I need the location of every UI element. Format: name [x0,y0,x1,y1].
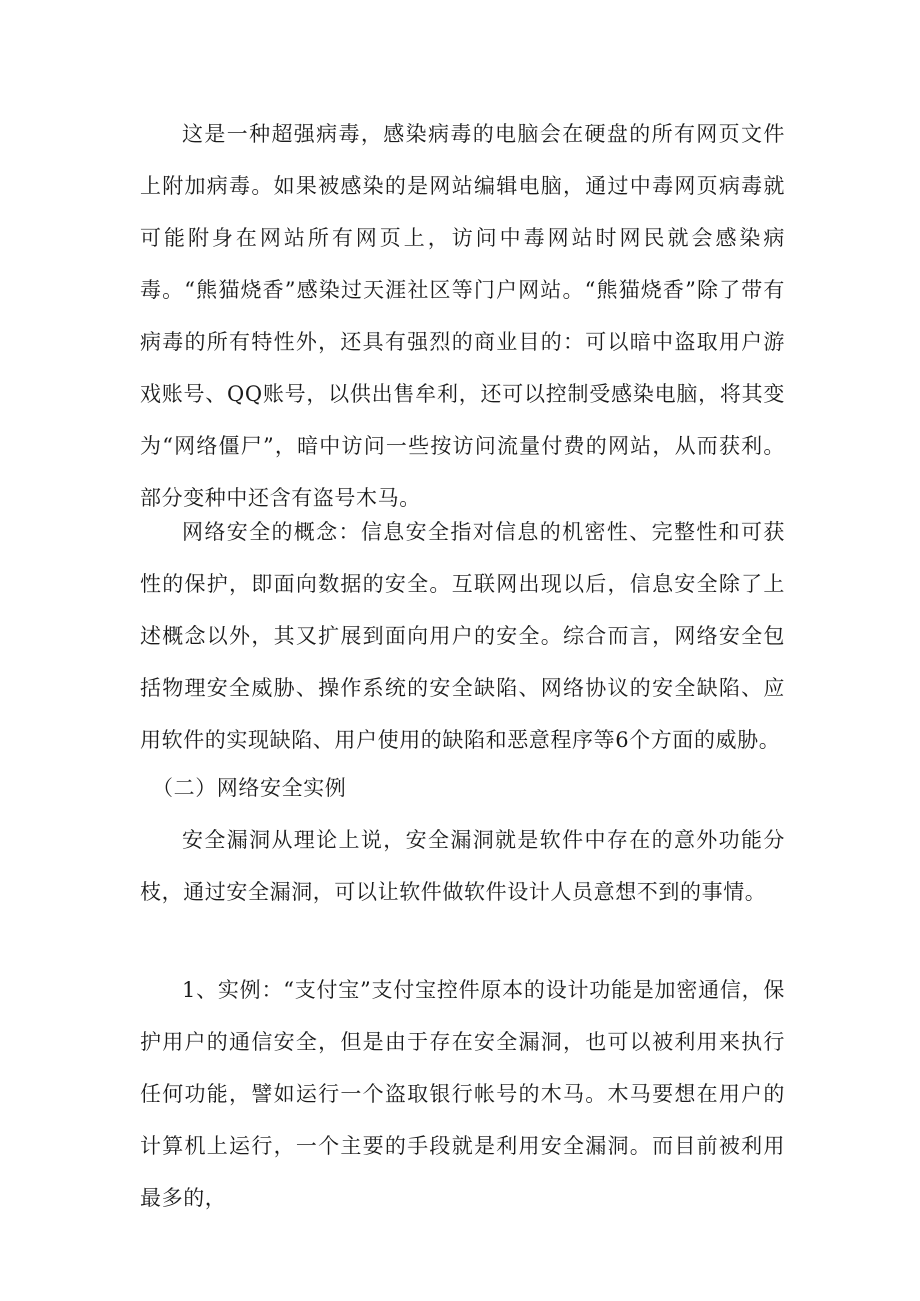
paragraph-alipay-example: 1、实例：“支付宝”支付宝控件原本的设计功能是加密通信，保护用户的通信安全，但是由于存在安全漏洞，也可以被利用来执行任何功能，譬如运行一个盗取银行帐号的木马。木马要想在用户的计算机上运行，一个主要的手段就是利用安全漏洞。而目前被利用最多的， [140,978,785,1210]
section-heading-security-examples: （二）网络安全实例 [152,776,347,800]
paragraph-panda-virus: 这是一种超强病毒，感染病毒的电脑会在硬盘的所有网页文件上附加病毒。如果被感染的是网站编辑电脑，通过中毒网页病毒就可能附身在网站所有网页上，访问中毒网站时网民就会感染病毒。“熊猫烧香”感染过天涯社区等门户网站。“熊猫烧香”除了带有病毒的所有特性外，还具有强烈的商业目的：可以暗中盗取用户游戏账号、QQ账号，以供出售牟利，还可以控制受感染电脑，将其变为“网络僵尸”，暗中访问一些按访问流量付费的网站，从而获利。部分变种中还含有盗号木马。 [140,122,785,510]
paragraph-network-security-concept: 网络安全的概念：信息安全指对信息的机密性、完整性和可获性的保护，即面向数据的安全。互联网出现以后，信息安全除了上述概念以外，其又扩展到面向用户的安全。综合而言，网络安全包括物理安全威胁、操作系统的安全缺陷、网络协议的安全缺陷、应用软件的实现缺陷、用户使用的缺陷和恶意程序等6个方面的威胁。 [140,520,785,752]
paragraph-security-vulnerability: 安全漏洞从理论上说，安全漏洞就是软件中存在的意外功能分枝，通过安全漏洞，可以让软件做软件设计人员意想不到的事情。 [140,828,785,904]
